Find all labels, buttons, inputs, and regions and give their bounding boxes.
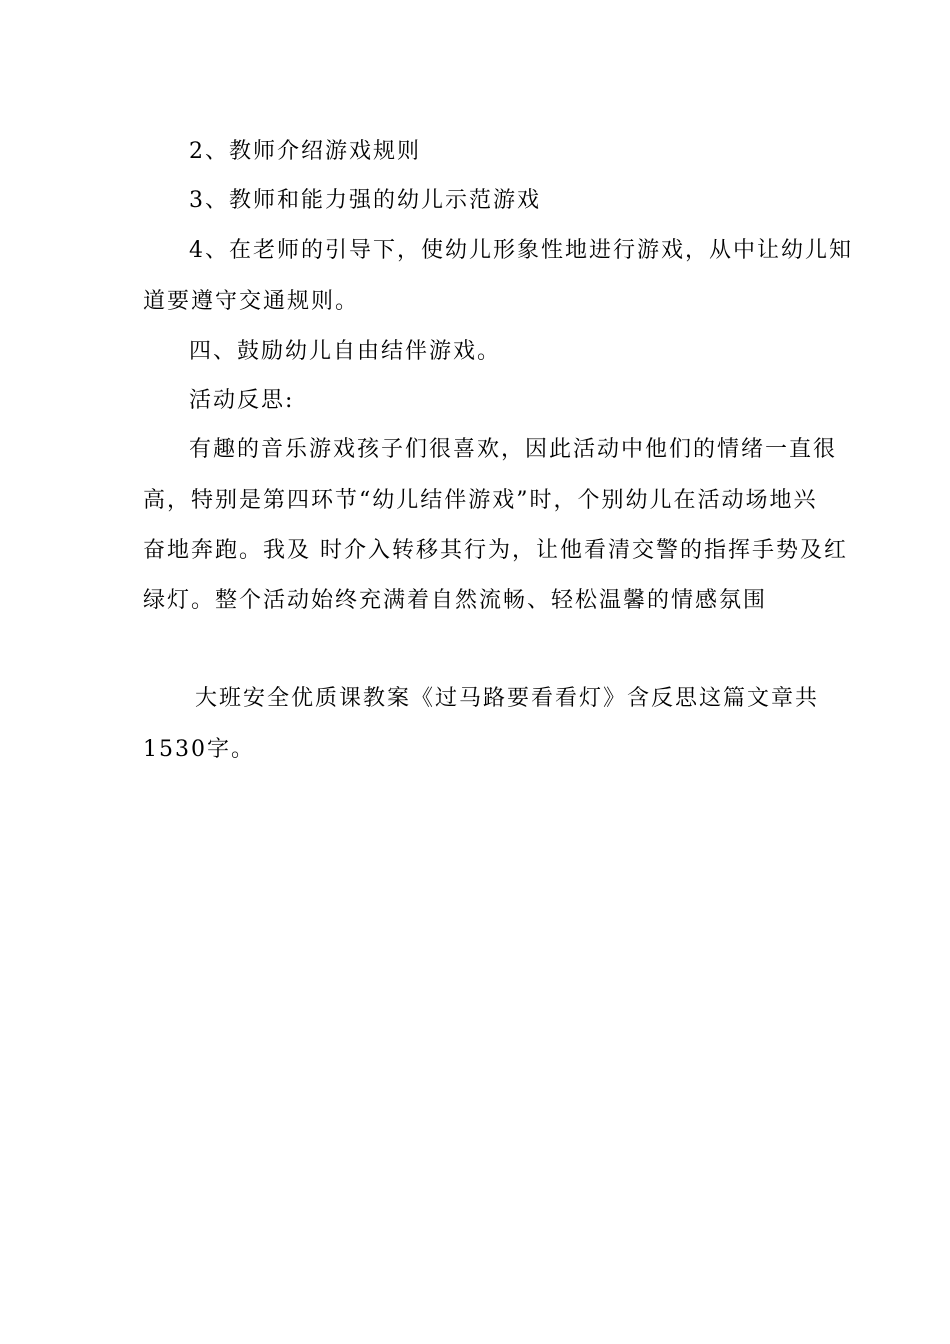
reflection-heading: 活动反思: [189, 388, 295, 413]
summary-text-line1: 大班安全优质课教案《过马路要看看灯》含反思这篇文章共 [195, 686, 820, 711]
step-4-text-line2: 道要遵守交通规则。 [143, 289, 360, 314]
step-2-text: 2、教师介绍游戏规则 [189, 139, 421, 164]
step-4-text-line1: 4、在老师的引导下，使幼儿形象性地进行游戏，从中让幼儿知 [189, 238, 853, 263]
section-4-text: 四、鼓励幼儿自由结伴游戏。 [189, 339, 502, 364]
reflection-text-line3: 奋地奔跑。我及 时介入转移其行为，让他看清交警的指挥手势及红 [143, 538, 848, 563]
summary-text-line2: 1530字。 [143, 737, 255, 762]
reflection-text-line2: 高，特别是第四环节“幼儿结伴游戏”时，个别幼儿在活动场地兴 [143, 488, 818, 513]
reflection-text-line4: 绿灯。整个活动始终充满着自然流畅、轻松温馨的情感氛围 [143, 588, 768, 613]
reflection-text-line1: 有趣的音乐游戏孩子们很喜欢，因此活动中他们的情绪一直很 [189, 437, 838, 462]
step-3-text: 3、教师和能力强的幼儿示范游戏 [189, 188, 541, 213]
